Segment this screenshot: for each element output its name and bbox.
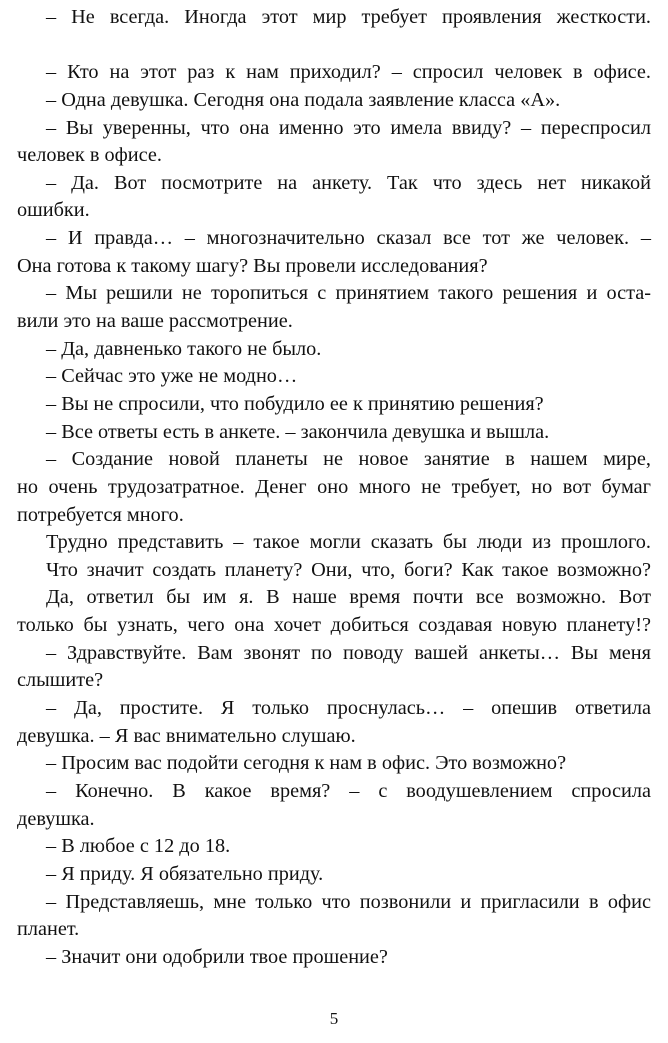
text-line: – Вы уверенны, что она именно это имела ввиду? – переспросил — [46, 116, 651, 139]
text-line: – Создание новой планеты не новое занятие в нашем мире, — [46, 448, 651, 471]
text-line: – Я приду. Я обязательно приду. — [46, 862, 324, 885]
text-line: девушка. — [17, 807, 95, 830]
text-line: но очень трудозатратное. Денег оно много не требует, но вот бумаг — [17, 475, 651, 498]
text-line: – Все ответы есть в анкете. – закончила девушка и вышла. — [46, 420, 550, 443]
text-line: – Представляешь, мне только что позвонили и пригласили в офис — [46, 890, 651, 913]
text-line: вили это на ваше рассмотрение. — [17, 310, 293, 333]
text-line: – Одна девушка. Сегодня она подала заявление класса «А». — [46, 88, 561, 111]
text-line: – Мы решили не торопиться с принятием такого решения и оста- — [46, 282, 651, 305]
text-line: – Конечно. В какое время? – с воодушевлением спросила — [46, 779, 651, 802]
text-line: – Кто на этот раз к нам приходил? – спросил человек в офисе. — [46, 61, 651, 84]
text-line: – Да, простите. Я только проснулась… – опешив ответила — [46, 697, 651, 720]
text-line: – Значит они одобрили твое прошение? — [46, 945, 388, 968]
text-line: – Не всегда. Иногда этот мир требует проявления жесткости. — [46, 6, 651, 28]
text-line: ошибки. — [17, 199, 90, 222]
text-line: потребуется много. — [17, 503, 184, 526]
text-line: – Вы не спросили, что побудило ее к принятию решения? — [46, 392, 544, 415]
text-line: человек в офисе. — [17, 144, 162, 167]
text-line: Она готова к такому шагу? Вы провели исследования? — [17, 254, 488, 277]
text-line: слышите? — [17, 669, 104, 692]
text-line: – В любое с 12 до 18. — [46, 835, 231, 858]
text-line: – И правда… – многозначительно сказал все тот же человек. – — [46, 227, 651, 250]
text-line: Да, ответил бы им я. В наше время почти все возможно. Вот — [46, 586, 651, 609]
text-line: – Просим вас подойти сегодня к нам в офис. Это возможно? — [46, 752, 567, 775]
page-number: 5 — [329, 1009, 339, 1028]
page-text — [17, 4, 651, 971]
text-line: планет. — [17, 918, 80, 941]
text-line: – Да. Вот посмотрите на анкету. Так что здесь нет никакой — [46, 171, 651, 194]
text-line: Что значит создать планету? Они, что, боги? Как такое возможно? — [46, 558, 651, 581]
text-line: – Здравствуйте. Вам звонят по поводу вашей анкеты… Вы меня — [46, 641, 651, 664]
paragraph-gap — [17, 32, 651, 60]
text-line: – Да, давненько такого не было. — [46, 337, 322, 360]
text-line: девушка. – Я вас внимательно слушаю. — [17, 724, 356, 747]
text-line: – Сейчас это уже не модно… — [46, 365, 298, 388]
text-line: Трудно представить – такое могли сказать бы люди из прошлого. — [46, 531, 651, 554]
text-line: только бы узнать, чего она хочет добиться создавая новую планету!? — [17, 614, 651, 637]
